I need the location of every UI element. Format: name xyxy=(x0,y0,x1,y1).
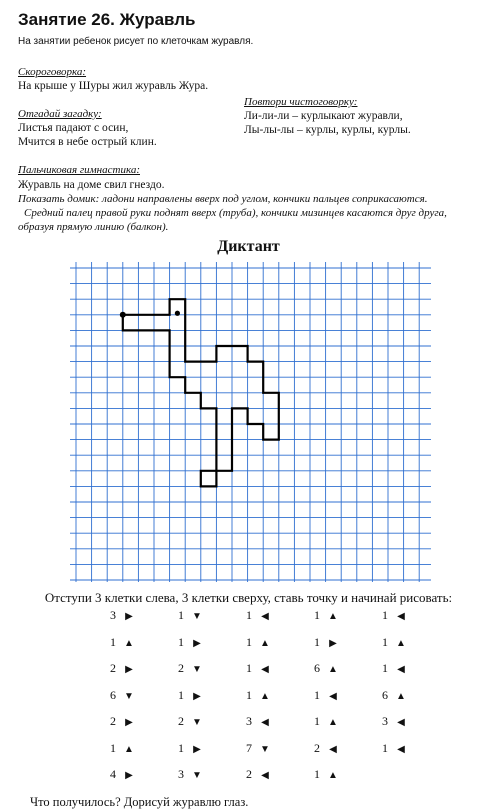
step-count: 3 xyxy=(178,767,184,781)
step-count: 3 xyxy=(110,608,116,622)
step-count: 1 xyxy=(314,714,320,728)
step-count: 6 xyxy=(314,661,320,675)
arrow-right-icon: ▶ xyxy=(125,611,133,622)
step-count: 1 xyxy=(382,634,388,649)
arrow-right-icon: ▶ xyxy=(193,690,201,702)
pure-phrase-line-2: Лы-лы-лы – курлы, курлы, курлы. xyxy=(244,124,411,136)
step-count: 6 xyxy=(382,687,388,702)
arrow-up-icon: ▲ xyxy=(328,770,338,781)
dictation-step xyxy=(170,688,222,703)
dictation-step xyxy=(170,635,222,650)
step-count: 1 xyxy=(382,740,388,755)
finger-gym-note-1: Показать домик: ладони направлены вверх под углом, кончики пальцев соприкасаются. xyxy=(18,193,428,205)
arrow-down-icon: ▼ xyxy=(192,717,202,728)
crane-eye-dot xyxy=(175,311,180,316)
dictation-step xyxy=(374,714,426,729)
dictation-step xyxy=(170,608,222,623)
step-count: 1 xyxy=(246,687,252,702)
dictation-step xyxy=(306,688,358,703)
dictation-step xyxy=(306,741,358,756)
dictation-step xyxy=(238,661,290,676)
pure-phrase-label: Повтори чистоговорку: xyxy=(244,96,358,108)
dictation-step xyxy=(102,635,154,650)
dictation-step xyxy=(306,714,358,729)
arrow-up-icon: ▲ xyxy=(260,690,270,702)
dictation-step xyxy=(306,608,358,623)
arrow-right-icon: ▶ xyxy=(193,637,201,649)
tongue-twister-text: На крыше у Шуры жил журавль Жура. xyxy=(18,80,209,92)
tongue-twister-label: Скороговорка: xyxy=(18,66,87,78)
step-count: 1 xyxy=(382,661,388,675)
dictation-step xyxy=(102,608,154,623)
finger-gym-text: Журавль на доме свил гнездо. xyxy=(18,179,165,191)
arrow-up-icon: ▲ xyxy=(260,637,270,649)
arrow-left-icon: ◀ xyxy=(261,611,269,622)
arrow-left-icon: ◀ xyxy=(329,690,337,702)
dictation-step xyxy=(306,635,358,650)
step-count: 1 xyxy=(178,608,184,622)
dictation-step xyxy=(102,688,154,703)
step-count: 1 xyxy=(314,634,320,649)
arrow-down-icon: ▼ xyxy=(260,743,270,755)
arrow-left-icon: ◀ xyxy=(261,664,269,675)
step-count: 2 xyxy=(178,714,184,728)
step-count: 2 xyxy=(110,661,116,675)
arrow-left-icon: ◀ xyxy=(329,743,337,755)
step-count: 3 xyxy=(246,714,252,728)
step-count: 1 xyxy=(178,634,184,649)
dictation-step xyxy=(374,688,426,703)
step-count: 6 xyxy=(110,687,116,702)
arrow-up-icon: ▲ xyxy=(328,717,338,728)
dictation-step xyxy=(102,767,154,782)
arrow-down-icon: ▼ xyxy=(124,690,134,702)
arrow-right-icon: ▶ xyxy=(329,637,337,649)
dictation-step xyxy=(170,741,222,756)
dictation-step xyxy=(170,714,222,729)
dictation-footer: Что получилось? Дорисуй журавлю глаз. xyxy=(30,795,249,809)
dictation-step xyxy=(306,767,358,782)
arrow-left-icon: ◀ xyxy=(397,664,405,675)
arrow-right-icon: ▶ xyxy=(125,770,133,781)
dictation-instruction: Отступи 3 клетки слева, 3 клетки сверху, ставь точку и начинай рисовать: xyxy=(44,590,453,605)
step-count: 3 xyxy=(382,714,388,728)
grid-lines xyxy=(70,262,431,582)
step-count: 2 xyxy=(110,714,116,728)
riddle-line-2: Мчится в небе острый клин. xyxy=(18,136,157,148)
dictation-step xyxy=(374,608,426,623)
arrow-right-icon: ▶ xyxy=(125,664,133,675)
lesson-subtitle: На занятии ребенок рисует по клеточкам журавля. xyxy=(18,36,254,47)
arrow-down-icon: ▼ xyxy=(192,664,202,675)
riddle-label: Отгадай загадку: xyxy=(18,108,102,120)
step-count: 1 xyxy=(382,608,388,622)
dictation-step xyxy=(238,635,290,650)
step-count: 2 xyxy=(246,767,252,781)
arrow-up-icon: ▲ xyxy=(328,611,338,622)
dictation-step xyxy=(238,714,290,729)
finger-gym-note-3: образуя прямую линию (балкон). xyxy=(18,221,169,233)
arrow-left-icon: ◀ xyxy=(261,770,269,781)
step-count: 1 xyxy=(246,608,252,622)
dictation-step xyxy=(374,635,426,650)
dictation-step xyxy=(170,767,222,782)
dictation-step xyxy=(102,741,154,756)
step-count: 1 xyxy=(110,740,116,755)
step-count: 2 xyxy=(314,740,320,755)
dictation-step xyxy=(170,661,222,676)
riddle-line-1: Листья падают с осин, xyxy=(18,122,129,134)
crane-grid xyxy=(70,262,431,582)
step-count: 1 xyxy=(178,687,184,702)
dictation-step xyxy=(306,661,358,676)
arrow-up-icon: ▲ xyxy=(328,664,338,675)
finger-gym-label: Пальчиковая гимнастика: xyxy=(18,164,140,176)
arrow-up-icon: ▲ xyxy=(124,743,134,755)
arrow-up-icon: ▲ xyxy=(396,637,406,649)
lesson-title: Занятие 26. Журавль xyxy=(18,10,196,29)
dictation-step xyxy=(374,741,426,756)
step-count: 4 xyxy=(110,767,116,781)
dictation-step xyxy=(238,608,290,623)
dictation-step xyxy=(374,661,426,676)
dictation-step xyxy=(102,661,154,676)
start-point-dot xyxy=(120,312,126,318)
arrow-right-icon: ▶ xyxy=(125,717,133,728)
step-count: 1 xyxy=(314,687,320,702)
arrow-down-icon: ▼ xyxy=(192,611,202,622)
step-count: 2 xyxy=(178,661,184,675)
dictation-step xyxy=(238,767,290,782)
step-count: 7 xyxy=(246,740,252,755)
arrow-left-icon: ◀ xyxy=(261,717,269,728)
arrow-left-icon: ◀ xyxy=(397,717,405,728)
step-count: 1 xyxy=(246,634,252,649)
arrow-right-icon: ▶ xyxy=(193,743,201,755)
pure-phrase-line-1: Ли-ли-ли – курлыкают журавли, xyxy=(244,110,403,122)
arrow-left-icon: ◀ xyxy=(397,611,405,622)
finger-gym-note-2: Средний палец правой руки поднят вверх (труба), кончики мизинцев касаются друг друга, xyxy=(24,207,447,219)
arrow-down-icon: ▼ xyxy=(192,770,202,781)
arrow-left-icon: ◀ xyxy=(397,743,405,755)
arrow-up-icon: ▲ xyxy=(124,637,134,649)
step-count: 1 xyxy=(110,634,116,649)
step-count: 1 xyxy=(246,661,252,675)
step-count: 1 xyxy=(314,767,320,781)
dictation-step xyxy=(102,714,154,729)
dictation-title: Диктант xyxy=(217,238,280,255)
step-count: 1 xyxy=(178,740,184,755)
step-count: 1 xyxy=(314,608,320,622)
arrow-up-icon: ▲ xyxy=(396,690,406,702)
dictation-step xyxy=(238,741,290,756)
dictation-step xyxy=(238,688,290,703)
